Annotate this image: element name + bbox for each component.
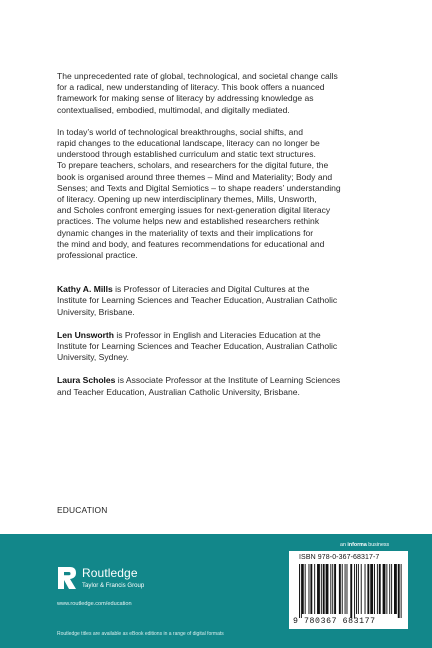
- blurb-paragraph-1: The unprecedented rate of global, technological, and societal change calls for a radical, new understanding of literacy. This book offers a nuanced framework for making sense of literacy by addressing knowledge as contextualised, embodied, multimodal, and digitally mediated.: [57, 71, 338, 115]
- publisher-website: www.routledge.com/education: [57, 601, 132, 607]
- barcode-bar: [345, 564, 346, 614]
- barcode-bar: [323, 564, 325, 614]
- barcode-bar: [309, 564, 310, 614]
- barcode-bar: [389, 564, 390, 614]
- barcode-bar: [350, 564, 352, 618]
- barcode-bar: [379, 564, 381, 614]
- barcode-bar: [339, 564, 341, 614]
- author-bio-mills: Kathy A. Mills is Professor of Literacies and Digital Cultures at the Institute for Learning Sciences and Teacher Education, Australian Catholic University, Brisbane.: [57, 284, 338, 317]
- isbn-barcode: [289, 551, 408, 629]
- barcode-bar: [398, 564, 400, 618]
- author-name: Kathy A. Mills: [57, 284, 113, 295]
- barcode-bar: [386, 564, 387, 614]
- barcode-bars-icon: [293, 564, 404, 618]
- barcode-bar: [361, 564, 362, 614]
- back-cover-text: [57, 71, 387, 410]
- barcode-bar: [394, 564, 397, 614]
- author-bio-unsworth: Len Unsworth is Professor in English and Literacies Education at the Institute for Learning Sciences and Teacher Education, Australian Catholic University, Sydney.: [57, 329, 338, 363]
- barcode-bar: [370, 564, 373, 614]
- blurb-paragraph-2: In today’s world of technological breakthroughs, social shifts, and rapid changes to the educational landscape, literacy can no longer be understood through established curriculum and static text structures. To prepare teachers, scholars, and researchers for the digital future, the book is organised around three themes – Mind and Materiality; Body and Senses; and Texts and Digital Semiotics – to shape readers’ understanding of literacy. Opening up new interdisciplinary themes, Mills, Unsworth, and Scholes confront emerging issues for next-generation digital literacy practices. The volume helps new and established researchers rethink dynamic changes in the materiality of texts and their implications for the mind and body, and features recommendations for educational and professional practice.: [57, 126, 341, 261]
- barcode-bar: [365, 564, 366, 614]
- barcode-bar: [321, 564, 322, 614]
- barcode-bar: [356, 564, 357, 614]
- barcode-bar: [314, 564, 315, 614]
- barcode-bar: [377, 564, 378, 614]
- subject-category: EDUCATION: [57, 505, 108, 515]
- barcode-bar: [310, 564, 312, 614]
- barcode-bar: [358, 564, 359, 614]
- barcode-bar: [367, 564, 369, 614]
- barcode-bar: [301, 564, 302, 618]
- barcode-bar: [401, 564, 402, 618]
- barcode-bar: [305, 564, 306, 614]
- ebook-notice: Routledge titles are available as eBook editions in a range of digital formats: [57, 631, 224, 637]
- routledge-r-logo-icon: [57, 566, 77, 590]
- barcode-bar: [299, 564, 300, 618]
- barcode-bar: [334, 564, 336, 614]
- barcode-bar: [330, 564, 331, 614]
- barcode-bar: [342, 564, 343, 614]
- author-name: Len Unsworth: [57, 329, 114, 340]
- barcode-bar: [332, 564, 333, 614]
- barcode-bar: [317, 564, 320, 614]
- isbn-label: ISBN 978-0-367-68317-7: [299, 554, 380, 561]
- barcode-bar: [374, 564, 375, 614]
- author-bio-scholes: Laura Scholes is Associate Professor at the Institute of Learning Sciences and Teacher Education, Australian Catholic University, Brisbane.: [57, 375, 341, 397]
- barcode-digits: 9 780367 683177: [293, 617, 376, 626]
- barcode-bar: [391, 564, 392, 614]
- barcode-bar: [347, 564, 348, 614]
- publisher-name: Routledge: [82, 566, 138, 580]
- barcode-bar: [354, 564, 355, 618]
- barcode-bar: [326, 564, 329, 614]
- barcode-bar: [383, 564, 386, 614]
- publisher-footer: [0, 534, 432, 648]
- barcode-bar: [302, 564, 304, 614]
- author-name: Laura Scholes: [57, 375, 116, 386]
- publisher-subtitle: Taylor & Francis Group: [82, 582, 145, 589]
- informa-tagline: an informa business: [340, 542, 390, 548]
